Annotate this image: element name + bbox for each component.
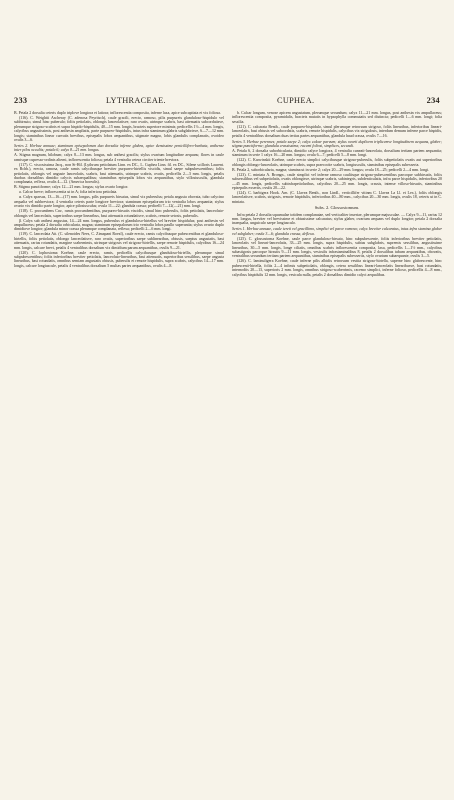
species-entry: (120). C. lophostoma Koehne, caule erecto, ramis, pedicellis calycibusque glanduloso-hirtellis, plerumque simul subpubescentibus; foliis inferioribus breviter petiolatis, lanceolato-linearibus, basi attenuatis, superioribus sessilibus, saepe angusta linearibus, basi rotundatis, omnibus semiam angustatis obtusis, puberulis et remote hispidulis, supra scabris, calycibus 14—17 mm. longis, calcare longiuscule, petalis 4 ventralibus dorsalium 5 multas partes aequantibus, ovulis 4—8. xyxy=(14,249,224,268)
paragraph: A. Petala 6, 2 dorsalia suborbicularia, dimidio calyce longiora, 4 ventralia cuneati-lanceolata, dorsalium tertiam partem aequantia; staminum in serie 1 calyx 16—20 mm. longus; ovula 6—7; pedicelli 5—8 mm. longi. xyxy=(232,147,442,158)
running-header xyxy=(14,96,440,108)
species-entry: (122). C. Karwinskii Koehne, caule erecto simplici calycibusque strigoso-puberulis, foliis subpetiolatis ovatis aut superioribus oblongis oblongo-lanceolatis, utrinque scabris, supra praecocite scabris, longiusculis, staminibus episepalis subexserta. xyxy=(232,157,442,167)
paragraph: a. Calcar breve; inflorescentia ut in A; folia inferiora petiolata. xyxy=(19,189,118,195)
paragraph: b. Calcar longum, venose apicem angustatum, plerumque secundum; calyx 11—21 mm. longus, post anthesin vix ampullaceus; inflorescentia composita, pyramidalis, bracteis mutatis in hypsophylla commutatis sed distincta; pedicelli 1—6 mm. longi; folia sessilia. xyxy=(232,110,442,124)
paragraph: Infra petala 2 dorsalia squamulae totidem complanatae, sed verticaliter insertae, plerumque majusculae. — Calyx 9—11, rarius 12 mm. longus, breviter vel brevissime et obtusissime calcaratus; stylus glaber, ovarium aequans vel duplo longior; petala 2 dorsalia inaequalia, unguiculo saepe longiusculo. xyxy=(232,211,442,226)
species-entry: (123). C. miniata A. Brongn., caule simplici vel inferne ramoso cauliisque strigoso-pubescentibus parcoque subhirsutis, foliis subsessilibus vel subpetiolatis, ovatis oblongisve, utrinque scabris, subintegris, subdenticulatis, infra parce hispidulis, inferioribus 20—45 mm. longis, pedicellis subinfrapetiolaribus, calycibus 20—25 mm. longis, crassis, intense villoso-hirsutis, staminibus episepalis exsertis, ovulis 20—22. xyxy=(232,171,442,190)
subsection-heading: Subs. 2. Glossostomum. xyxy=(314,205,360,211)
series-heading: Series 2. Herbae annuae; staminum episepalorum duo dorsalia inferne glabra, apice densissime penicillifero-barbata, antherae inter pilos occultis; petala 6; calyx 8—21 mm. longus. xyxy=(14,142,224,153)
species-entry: (126). C. laminuligera Koehne, caule inferne pilis albidis retrorsum vestita strigoso-hirtella, superne hinc glabrescente, hinc pubescenti-hirtella, foliis 2—4 infimis subpetiolatis, oblongis, cetera sessilibus lineari-lanceolatis linearibusve, basi rotundatis, internodiis 20—13, superioris 2 mm. longis, omnibus strigoso-scaberrimis, racemo simplici, inferne folioso, pedicellis 4—8 mm., calycibus hispidulis 12 mm. longis, vesicula nulla, petalis 2 dorsalibus dimidio calyci aequalibus. xyxy=(232,258,442,277)
species-entry: (121). C. calcarata Benth., caule purpureo-hispidulo, simul plerumque retrorsum strigoso, foliis linearibus, inferioribus lineari-lanceolatis, basi obtusis vel subcordatis, scabris, remote hispidulis, calycibus vix strigulosis, interdum demum inferne parce hispidis, petalis 4 ventralibus dorsalium duas tertias partes aequantibus, glandula haud crassa, ovulis 7—16. xyxy=(232,123,442,138)
right-column xyxy=(232,111,442,278)
species-entry: (118). C. procumbens Cav., ramis procumbentibus, purpureo-hirsutis viscidis, simul hinc puberulis, foliis petiolatis, lanceolato-oblongis vel lanceolatis, superioribus saepe linearibus, basi attenuatis rotundatisve, scabris, remote setosis, puberulis. xyxy=(14,208,224,218)
running-title-left: LYTHRACEAE. xyxy=(106,96,166,105)
left-column xyxy=(14,111,224,269)
paragraph: B. Stigma punctiforme; calyx 12—21 mm. longus; stylus ovario longior. xyxy=(14,184,129,190)
species-entry: (124). C. barbigera Hook. Arn. (C. Llavea Benth., non Lindl., verticillifer vitinm C. Llavea La Ll. et Lex.), foliis oblongis lanceolatisve, scabris, strigosis, remote hispidulis, inferioribus 40—80 mm., calycibus 20—30 mm. longis, ovulis 18, ceteris ut in C. miniata. xyxy=(232,189,442,204)
series-heading: Series 1. Herbae annuae, caule tereti vel gracillimo, simplici vel parce ramoso; calyx breviter calcaratus, intus infra stamina glaber vel subglaber; ovula 3—6; glandula crassa, deflexa. xyxy=(232,226,442,236)
page-number-right: 234 xyxy=(426,96,440,105)
paragraph: B. Petala 2 dorsalia ceteris duplo triplove longiora et latiora; inflorescentia composita, inferne laxa, apice subcapitata et vix foliosa. xyxy=(14,110,221,115)
species-entry: (119). C. lanceolata Ait. (C. silenoides Nees, C. Zimapani Roezl), caule erecto, ramis calycibusque pubescentibus et glanduloso-hirtellis, foliis petiolatis, oblongo lanceolatisve, raro ovatis, superioribus saepe sublinearibus, obtusis, saepius angustatis, basi attenuatis, rarius rotundatis, margine scabernimis, utrinque strigosis vel strigoso-hirtellis, saepe remote hispidulis, calycibus 16—24 mm. longis, calcare brevi, petalis 4 ventralibus dorsalium vix dimidium parum aequantibus, ovulis 9—21. xyxy=(14,231,224,250)
paragraph: A. Stigma magnum, bilobum; calyx 8—13 mm. longus, sub anthesi gracilis; stylus ovarium longitudine aequans; flores in caule ramisque cupresso-ordinis alterni, inflorescentia foliosa; petala 4 ventralia cetera circiter triente breviora. xyxy=(14,152,224,162)
species-entry: (125). C. glossostoma Koehne, caule parce glanduloso-hirsuto, hinc subpubescente, foliis inferioribus breviter petiolatis, lanceolatis vel lineari-lanceolatis, 33—25 mm. longis, supra hispidulis, subtus subglabris, supremis sessilibus, angustissime linearibus, 30—5 mm. longis, longe ciliatis, omnibus scabris inflorescentia composita, laxa, pedicellis 1—1½ mm., calycibus subastigosis parcoque hirsutis 9—11 mm. longis, vesiculis infrastaminalibus 8, petalis 2 dorsalibus tubum aequantibus, obovatis, ventralibus secundum tertiam partem aequantibus, staminibus episepalis subexsertis, stylo ovarium subaequante, ovulis 3—5. xyxy=(232,235,442,259)
paragraph: α. Calyx sparsus, 13—16—(17) mm. longus, pilis purpureis hirsutus, simul vix puberulus; petala angusta obovata, tubo calycino aequalia vel subbreviora; 4 ventralia ceteris parte longiore breviora; staminum episepalorum trio ventralia lobos aequantia; stylus ovario vix dimidio parte longior, apice pilosiusculus; ovula 11—22; glandula crassa; pedicelli 7—12(—21) mm. longi. xyxy=(14,194,224,209)
paragraph: B. Petala 2, suborbicularia, magna; stamina ut in serie 2; calyx 20—29 mm. longus; ovula 18—25; pedicelli 2—4 mm. longi. xyxy=(232,166,430,172)
series-heading: Series 3. Herbae perennes; petala saepe 2; calyx calcar parvum; stylus ovarii duplicem triplicemve longitudinem aequans, glaber; stigma punctiforme; glandula crassissima; racemi foliosi, simplices, secundi. xyxy=(232,138,442,148)
paragraph: β. Calyx sub anthesi angustus, 14—24 mm. longus, puberulus et glanduloso-hirtellus vel breviter hispidulus; post anthesin vel ampullaceus; petala 2 dorsalia orbicularia, magna; staminum episepalorum trio ventralia lobos paullo superantia; stylus ovario duplo dimidiove longior; glandula minor crassa plerumque complanata, reflexa; pedicelli 2—6 mm. longi. xyxy=(14,217,224,232)
species-entry: (117). C. viscosissima Jacq., non St-Hil. (Lythrum petiolatum Linn. ex DC., L. Cuphea Linn. fil. ex DC., Silene scilloris Laurent. ex Rchb.), erecta, ramosa, caule ramis calycibusque breviter purpureo-hirtellis viscidis, simul saepe subpubescentibus; foliis petiolatis, oblongis vel anguste lanceolatis, scabris, basi attenuatis, utrinque scabris, ovatis, pedicellis 2—3 mm. longis, petalis duobus dorsalibus dimidio calycis subaequalibus; staminibus episepalis lobos vix aequantibus, stylo villosiusculis, glandula complanata, reflexa, ovalis 4—12. (America borealis). xyxy=(14,161,224,185)
species-entry: (116). C. Weightii Ascheray (C. adenosa Peyritsch), caule gracili, erecto, ramoso, pilis purpureis glanduloso-hispidulo vel subhirsuto, simul hinc puberulo; foliis petiolatis, oblongis lanceolatisve, raro ovatis, utrinque scabris, basi attenuatis subcordatisve, plerumque strigoso-scabris et supra hispido-hispidulis, 40—15 mm. longis, bracteis superiore minimis; pedicellis 1½—4 mm. longis, calycibus angustissimis, post anthesin ampliatis, parte purpureo-hispidulis, intus infra staminum glabris subglabrisve, 6—7—12 mm. longis; staminibus linear curvatis brevibus, episepalis lobos aequantibus, stigmate magno, lobis glandulis complanatis, ovoideo ovalis 3—6. xyxy=(14,115,224,143)
page-number-left: 233 xyxy=(14,96,28,105)
running-title-right: CUPHEA. xyxy=(277,96,315,105)
